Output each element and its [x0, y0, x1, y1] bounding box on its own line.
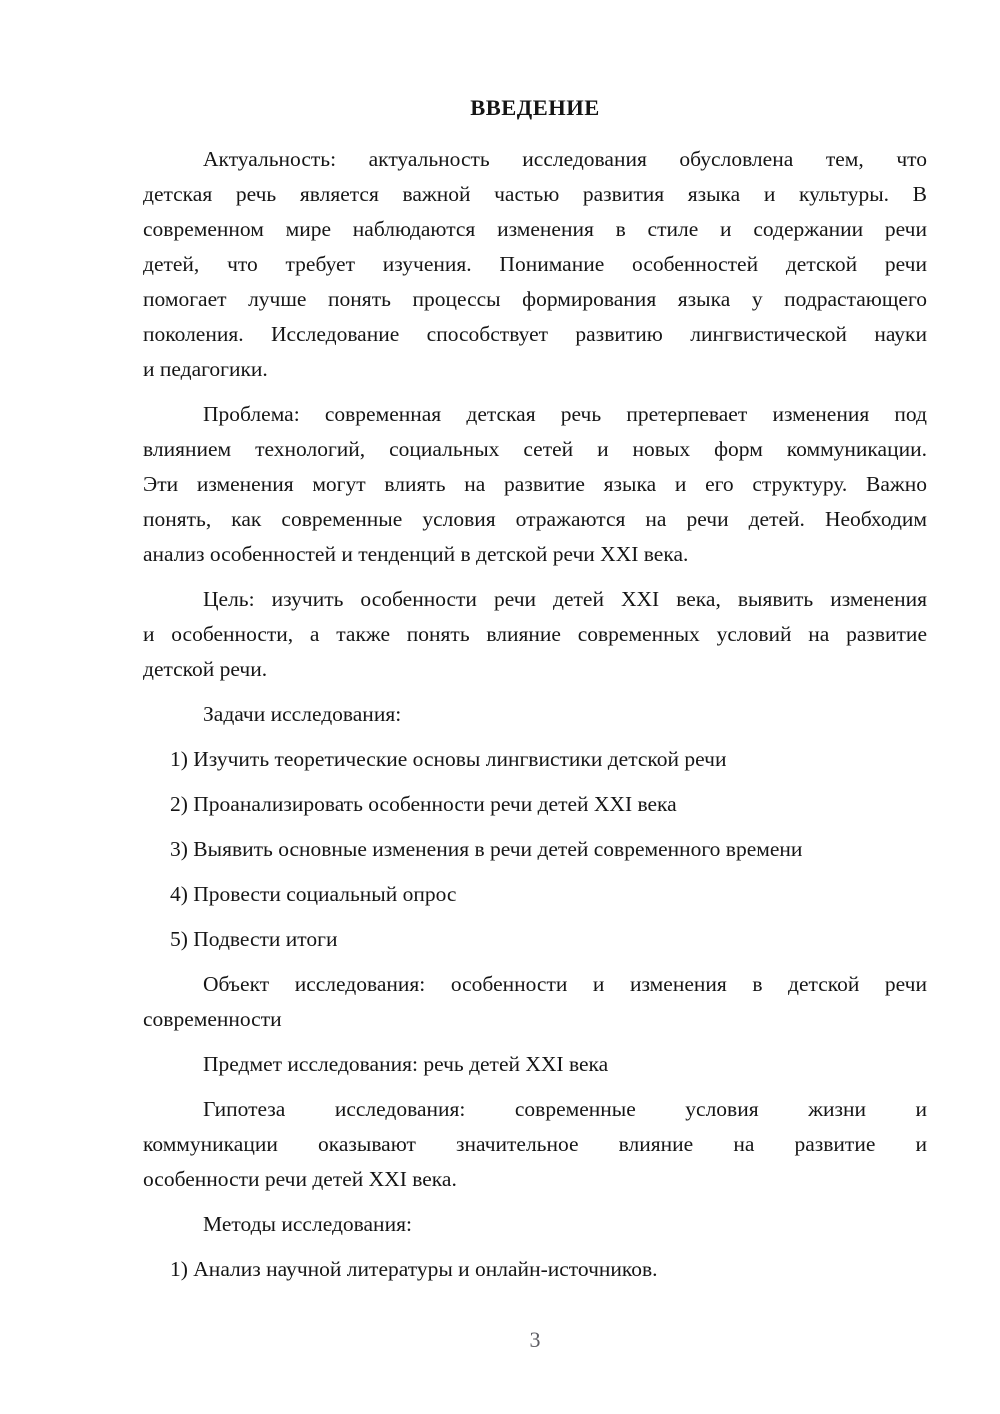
paragraph — [143, 697, 927, 732]
text-line: понять, как современные условия отражаются на речи детей. Необходим — [143, 507, 927, 531]
text-line: особенности речи детей XXI века. — [143, 1167, 457, 1191]
text-line: Задачи исследования: — [203, 702, 402, 726]
text-line: и педагогики. — [143, 357, 268, 381]
page-number: 3 — [529, 1327, 541, 1352]
text-line: Предмет исследования: речь детей XXI века — [203, 1052, 609, 1076]
text-line: помогает лучше понять процессы формирования языка у подрастающего — [143, 287, 927, 311]
list-item: 1) Изучить теоретические основы лингвистики детской речи — [170, 747, 727, 771]
text-line: Объект исследования: особенности и изменения в детской речи — [203, 972, 927, 996]
text-line: Цель: изучить особенности речи детей XXI века, выявить изменения — [203, 587, 927, 611]
text-line: Проблема: современная детская речь претерпевает изменения под — [203, 402, 927, 426]
paragraph — [143, 142, 927, 387]
text-line: Методы исследования: — [203, 1212, 412, 1236]
paragraph — [143, 1092, 927, 1197]
text-line: Эти изменения могут влиять на развитие языка и его структуру. Важно — [143, 472, 927, 496]
paragraph — [143, 582, 927, 687]
text-line: коммуникации оказывают значительное влияние на развитие и — [143, 1132, 927, 1156]
text-line: детская речь является важной частью развития языка и культуры. В — [143, 182, 927, 206]
list-item: 2) Проанализировать особенности речи детей XXI века — [170, 792, 677, 816]
text-line: влиянием технологий, социальных сетей и новых форм коммуникации. — [143, 437, 927, 461]
text-line: детской речи. — [143, 657, 268, 681]
list-item: 3) Выявить основные изменения в речи детей современного времени — [170, 837, 803, 861]
paragraph — [143, 967, 927, 1037]
document-content — [143, 90, 927, 1297]
paragraph — [143, 1047, 927, 1082]
text-line: Гипотеза исследования: современные условия жизни и — [203, 1097, 927, 1121]
text-line: современном мире наблюдаются изменения в стиле и содержании речи — [143, 217, 927, 241]
text-line: анализ особенностей и тенденций в детской речи XXI века. — [143, 542, 689, 566]
list-item: 5) Подвести итоги — [170, 927, 338, 951]
list-item: 1) Анализ научной литературы и онлайн-источников. — [170, 1257, 658, 1281]
text-line: и особенности, а также понять влияние современных условий на развитие — [143, 622, 927, 646]
text-line: современности — [143, 1007, 282, 1031]
text-line: детей, что требует изучения. Понимание особенностей детской речи — [143, 252, 927, 276]
list-item: 4) Провести социальный опрос — [170, 882, 457, 906]
paragraph — [143, 397, 927, 572]
paragraph — [143, 1207, 927, 1242]
text-line: Актуальность: актуальность исследования обусловлена тем, что — [203, 147, 927, 171]
document-body — [143, 142, 927, 1287]
text-line: поколения. Исследование способствует развитию лингвистической науки — [143, 322, 927, 346]
page-title: ВВЕДЕНИЕ — [470, 95, 600, 120]
